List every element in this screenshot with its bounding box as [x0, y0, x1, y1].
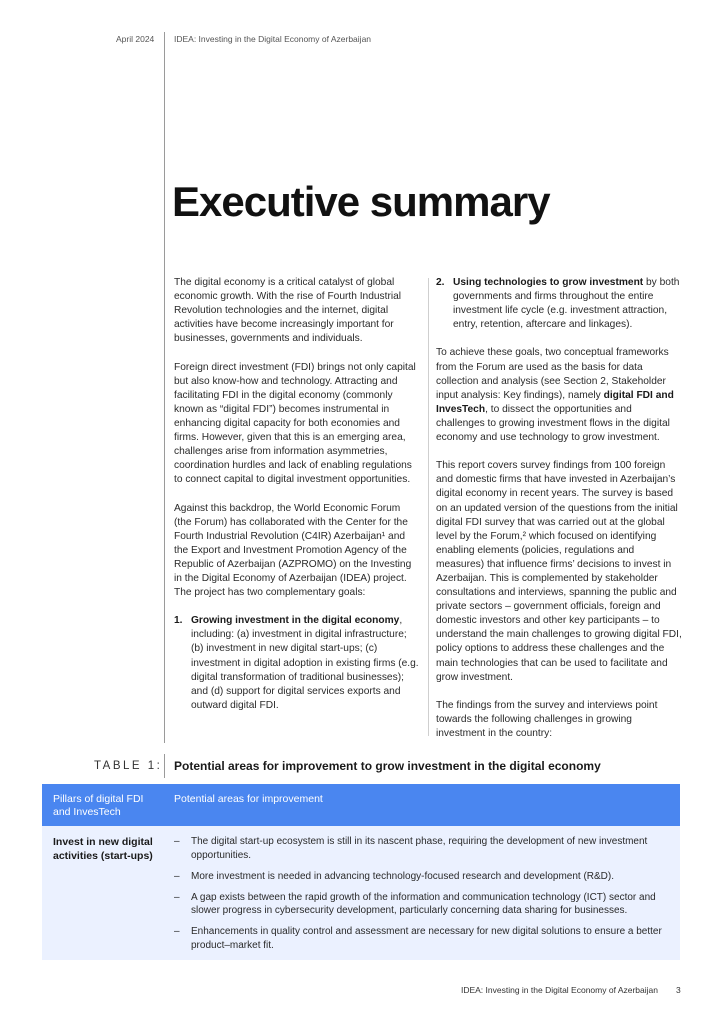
paragraph-text: , to dissect the opportunities and challenges to growing investment flows in the digital economy and use technology to grow investment. [436, 403, 670, 444]
goals-list [436, 276, 682, 332]
dash-bullet: – [174, 926, 180, 938]
dash-bullet: – [174, 891, 180, 903]
improvement-list [174, 835, 672, 960]
list-item [174, 835, 672, 862]
paragraph: The findings from the survey and interviews point towards the following challenges in growing investment in the country: [436, 699, 658, 739]
list-item-text: The digital start-up ecosystem is still in its nascent phase, requiring the development of new investment opportunities. [191, 836, 648, 861]
header-title: IDEA: Investing in the Digital Economy of Azerbaijan [174, 34, 372, 44]
table-row [42, 826, 680, 960]
paragraph: This report covers survey findings from 100 foreign and domestic firms that have invested in Azerbaijan’s digital economy in recent years. The survey is based on an updated version of the questions from the initial digital FDI survey that was carried out at the global level by the Forum,² which focused on identifying enabling elements (policies, regulations and measures) that influence firms’ decisions to invest in Azerbaijan. This is complemented by stakeholder consultations and interviews, spanning the public and private sectors – government officials, foreign and domestic investors and other key participants – to understand the main challenges to growing digital FDI, policy options to address these challenges and the main technologies that can be used to facilitate and grow investment. [436, 460, 682, 683]
table-header [42, 784, 680, 826]
list-item [174, 614, 420, 713]
vertical-divider [164, 32, 165, 743]
paragraph-text: To achieve these goals, two conceptual frameworks from the Forum are used as the basis for data collection and analysis (see Section 2, Stakeholder input analysis: Key findings), namely [436, 347, 669, 401]
left-column [174, 276, 420, 727]
page-title: Executive summary [172, 178, 550, 225]
list-item-text: Enhancements in quality control and assessment are necessary for new digital solutions to ensure a better product–market fit. [191, 926, 662, 952]
paragraph: Foreign direct investment (FDI) brings not only capital but also know-how and technology. Attracting and facilitating FDI in the digital economy (commonly known as “digital FDI”) becomes instrumental in enhancing digital capacity for both economies and firms. However, given that this is an emerging area, challenges arise from information asymmetries, coordination hurdles and lack of enabling regulations to connect capital to digital investment opportunities. [174, 361, 416, 486]
table-header-col2: Potential areas for improvement [174, 793, 323, 805]
list-number: 1. [174, 615, 183, 627]
table-title: Potential areas for improvement to grow investment in the digital economy [174, 759, 601, 773]
table-label: TABLE 1: [94, 760, 163, 772]
list-item [174, 925, 672, 952]
paragraph [436, 346, 682, 445]
list-item [436, 276, 682, 332]
dash-bullet: – [174, 870, 180, 882]
dash-bullet: – [174, 836, 180, 847]
header-date: April 2024 [116, 34, 155, 44]
list-item-text: More investment is needed in advancing technology-focused research and development (R&D). [191, 870, 615, 882]
list-item-title: Growing investment in the digital economy [191, 615, 400, 627]
list-item-text: , including: (a) investment in digital infrastructure; (b) investment in new digital start-ups; (c) investment in digital adoption in existing firms (e.g. digital transformation of traditional businesses); and (d) support for digital services exports and outward digital FDI. [191, 615, 419, 711]
table-header-col1: Pillars of digital FDI and InvesTech [53, 793, 144, 818]
list-item [174, 891, 672, 918]
list-item-title: Using technologies to grow investment [453, 277, 644, 288]
vertical-divider-table [164, 754, 165, 778]
paragraph: The digital economy is a critical catalyst of global economic growth. With the rise of Fourth Industrial Revolution technologies and the internet, digital activities have become increasingly important for businesses, governments and individuals. [174, 277, 402, 345]
list-item-text: by both governments and firms throughout the entire investment life cycle (e.g. investment attraction, entry, retention, aftercare and linkages). [453, 277, 680, 331]
goals-list [174, 614, 420, 713]
table-row-label: Invest in new digital activities (start-ups) [53, 836, 153, 862]
list-number: 2. [436, 277, 445, 288]
right-column [436, 276, 682, 755]
page-number: 3 [676, 985, 681, 995]
list-item [174, 870, 672, 884]
paragraph: Against this backdrop, the World Economic Forum (the Forum) has collaborated with the Center for the Fourth Industrial Revolution (C4IR) Azerbaijan¹ and the Export and Investment Promotion Agency of the Republic of Azerbaijan (AZPROMO) on the Investing in the Digital Economy of Azerbaijan (IDEA) project. The project has two complementary goals: [174, 502, 412, 599]
footer-title: IDEA: Investing in the Digital Economy of Azerbaijan [460, 985, 658, 995]
list-item-text: A gap exists between the rapid growth of the information and communication technology (ICT) sector and slower progress in cybersecurity development, particularly concerning data sharing for businesses. [191, 891, 656, 917]
paragraph-bold: digital FDI and InvesTech [436, 389, 674, 415]
column-separator [428, 278, 429, 736]
